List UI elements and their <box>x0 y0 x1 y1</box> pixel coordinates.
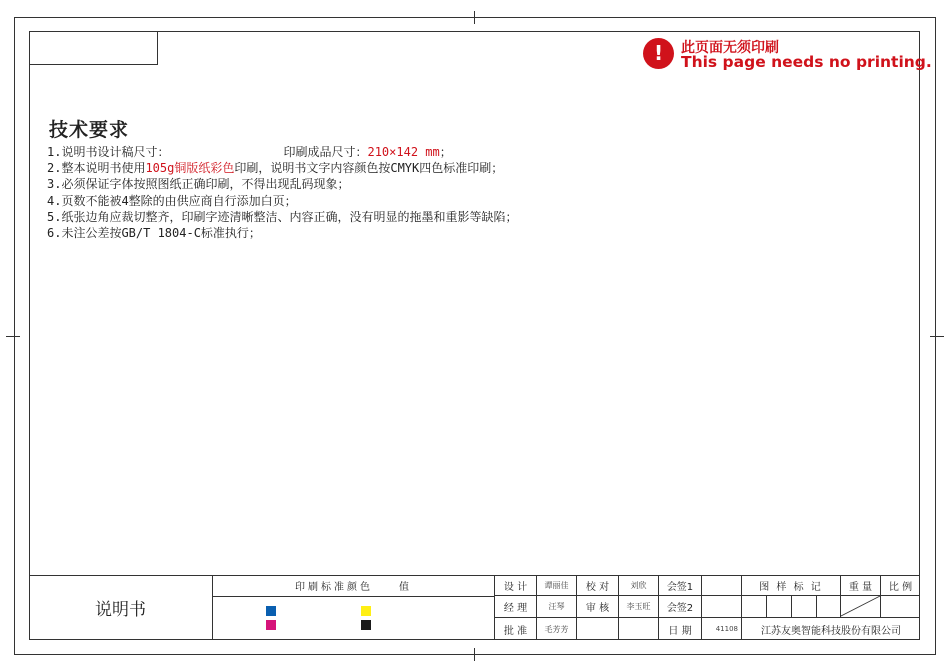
notice-text-en: This page needs no printing. <box>681 53 932 71</box>
weight-value <box>841 596 881 618</box>
scale-label: 比 例 <box>881 575 920 596</box>
approve-label: 批 准 <box>495 618 537 640</box>
countersign-1-value <box>702 575 742 596</box>
center-mark-right <box>930 336 944 337</box>
color-swatch-area <box>213 597 495 640</box>
diagonal-slash <box>841 596 880 617</box>
checker-name: 刘欣 <box>619 575 659 596</box>
countersign-2-value <box>702 596 742 618</box>
manager-name: 汪琴 <box>537 596 577 618</box>
mark-box <box>792 596 817 618</box>
weight-label: 重 量 <box>841 575 881 596</box>
mark-box <box>817 596 841 618</box>
mark-box <box>767 596 792 618</box>
company-name: 江苏友奥智能科技股份有限公司 <box>761 625 901 637</box>
drawing-frame <box>29 31 920 640</box>
countersign-1: 会签1 <box>659 575 702 596</box>
approve-empty-1 <box>577 618 619 640</box>
approver-name: 毛芳芳 <box>537 618 577 640</box>
date-label: 日 期 <box>659 618 702 640</box>
mark-box <box>742 596 767 618</box>
requirements-list <box>47 144 747 241</box>
reviewer-name: 李玉旺 <box>619 596 659 618</box>
review-label: 审 核 <box>577 596 619 618</box>
drawing-number-box <box>29 31 158 65</box>
requirement-item: 2.整本说明书使用105g铜版纸彩色印刷，说明书文字内容颜色按CMYK四色标准印刷； <box>47 161 504 176</box>
requirements-title: 技术要求 <box>49 119 130 141</box>
center-mark-left <box>6 336 20 337</box>
date-value: 41108 <box>702 618 742 640</box>
check-label: 校 对 <box>577 575 619 596</box>
requirement-item: 1.说明书设计稿尺寸： 印刷成品尺寸：210×142 mm； <box>47 145 452 159</box>
requirement-item: 3.必须保证字体按照图纸正确印刷，不得出现乱码现象； <box>47 177 350 192</box>
mark-label: 图 样 标 记 <box>742 575 841 596</box>
title-block <box>29 575 920 640</box>
document-name: 说明书 <box>29 575 213 640</box>
yellow-swatch <box>361 606 371 616</box>
center-mark-bottom <box>474 648 475 661</box>
magenta-swatch <box>266 620 276 630</box>
requirement-item: 5.纸张边角应裁切整齐，印刷字迹清晰整洁、内容正确，没有明显的拖墨和重影等缺陷； <box>47 209 518 224</box>
scale-value <box>881 596 920 618</box>
requirement-item: 6.未注公差按GB/T 1804-C标准执行； <box>47 225 261 240</box>
cyan-swatch <box>266 606 276 616</box>
notice-text-cn: 此页面无须印刷 <box>681 40 779 56</box>
exclamation-icon: ! <box>643 38 674 69</box>
design-label: 设 计 <box>495 575 537 596</box>
countersign-2: 会签2 <box>659 596 702 618</box>
no-print-notice <box>643 38 933 74</box>
center-mark-top <box>474 11 475 24</box>
requirement-item: 4.页数不能被4整除的由供应商自行添加白页； <box>47 193 297 208</box>
print-color-header: 印刷标准颜色 值 <box>213 575 495 597</box>
approve-empty-2 <box>619 618 659 640</box>
designer-name: 谭丽佳 <box>537 575 577 596</box>
black-swatch <box>361 620 371 630</box>
manager-label: 经 理 <box>495 596 537 618</box>
